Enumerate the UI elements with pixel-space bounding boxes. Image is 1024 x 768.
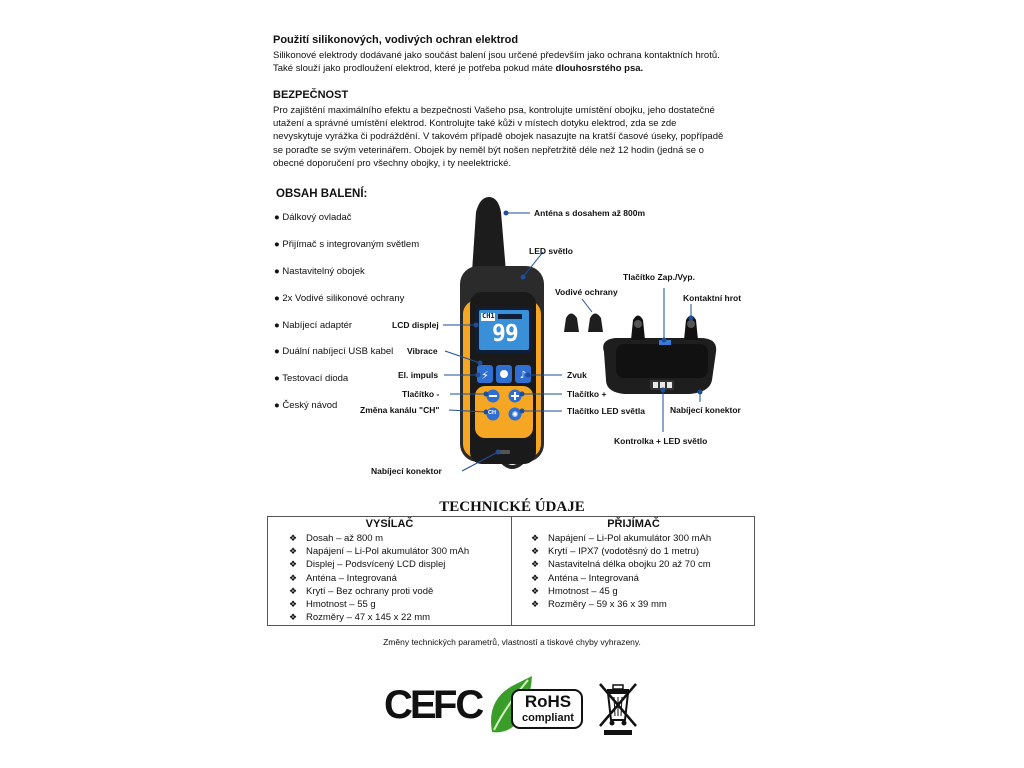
spec-text: Displej – Podsvícený LCD displej [306, 559, 446, 571]
svg-text:♪: ♪ [519, 370, 527, 381]
spec-item [289, 558, 511, 571]
conductive-covers-illustration [564, 314, 603, 333]
ch-button-text: CH [488, 410, 496, 416]
spec-bullet: ❖ [289, 559, 298, 570]
spec-text: Anténa – Integrovaná [548, 572, 639, 584]
receiver-title: PŘIJÍMAČ [607, 518, 660, 530]
spec-bullet: ❖ [289, 533, 298, 543]
label-el-impulse: El. impuls [398, 370, 439, 380]
spec-bullet: ❖ [289, 612, 298, 623]
safety-line: obecné doporučení pro všechny obojky, i ty neelektrické. [273, 157, 511, 169]
spec-text: Hmotnost – 55 g [306, 599, 376, 611]
contents-item: ● Dálkový ovladač [274, 212, 352, 223]
lcd-value-text: 99 [492, 321, 518, 347]
svg-text:✺: ✺ [511, 410, 519, 419]
spec-bullet: ❖ [289, 585, 298, 596]
contents-item: ● 2x Vodivé silikonové ochrany [274, 293, 405, 304]
contents-item: ● Přijímač s integrovaným světlem [274, 239, 420, 250]
contents-item: ● Český návod [274, 400, 338, 411]
spec-item [531, 585, 755, 598]
label-power-button: Tlačítko Zap./Vyp. [623, 272, 695, 282]
spec-bullet: ❖ [289, 599, 298, 610]
label-led-button: Tlačítko LED světla [567, 406, 645, 416]
contents-item: ● Nastavitelný obojek [274, 266, 365, 277]
fcc-logo: FC [433, 683, 483, 727]
contents-item: ● Testovací dioda [274, 373, 349, 384]
spec-item [289, 585, 511, 598]
label-minus-button: Tlačítko - [402, 389, 440, 399]
spec-bullet: ❖ [531, 546, 540, 557]
spec-item [289, 572, 511, 585]
spec-text: Napájení – Li-Pol akumulátor 300 mAh [306, 546, 470, 558]
spec-text: Krytí – Bez ochrany proti vodě [306, 585, 434, 597]
label-vibration: Vibrace [407, 346, 438, 356]
label-lcd-display: LCD displej [392, 320, 439, 330]
spec-item [289, 545, 511, 558]
transmitter-title: VYSÍLAČ [365, 518, 414, 530]
electrodes-text-1: Silikonové elektrody dodávané jako součást balení jsou určené především jako ochrana kontaktních hrotů. [273, 50, 720, 61]
label-sound: Zvuk [567, 370, 587, 380]
spec-item [289, 598, 511, 611]
disclaimer-note: Změny technických parametrů, vlastností a tiskové chyby vyhrazeny. [383, 637, 641, 647]
spec-bullet: ❖ [531, 533, 540, 543]
label-led-light: LED světlo [529, 246, 573, 256]
spec-bullet: ❖ [289, 546, 298, 557]
safety-line: se poraďte se svým veterinářem. Obojek by neměl být nošen nepřetržitě déle než 12 hodin (jedná se o [273, 144, 704, 156]
label-contact-point: Kontaktní hrot [683, 293, 742, 303]
spec-text: Rozměry – 47 x 145 x 22 mm [306, 612, 431, 624]
spec-item [531, 598, 755, 611]
tech-table [267, 516, 755, 626]
spec-text: Hmotnost – 45 g [548, 585, 618, 597]
spec-bullet: ❖ [531, 599, 540, 610]
lcd-channel-text: CH1 [482, 312, 495, 320]
receiver-spec-list [531, 532, 755, 611]
spec-text: Nastavitelná délka obojku 20 až 70 cm [548, 559, 711, 571]
spec-text: Napájení – Li-Pol akumulátor 300 mAh [548, 533, 712, 544]
label-charging-connector-receiver: Nabíjecí konektor [670, 405, 741, 415]
label-antenna: Anténa s dosahem až 800m [534, 208, 646, 218]
label-plus-button: Tlačítko + [567, 389, 607, 399]
safety-line: Pro zajištění maximálního efektu a bezpečnosti Vašeho psa, kontrolujte umístění obojku, jeho dostatečné [273, 105, 715, 116]
svg-text:⚡: ⚡ [481, 369, 489, 382]
electrodes-title: Použití silikonových, vodivých ochran elektrod [273, 34, 519, 46]
contents-item: ● Nabíjecí adaptér [274, 320, 353, 331]
label-charging-connector-remote: Nabíjecí konektor [371, 466, 442, 476]
transmitter-column [268, 518, 511, 624]
spec-item [531, 572, 755, 585]
spec-bullet: ❖ [531, 559, 540, 570]
label-indicator-led: Kontrolka + LED světlo [614, 436, 708, 446]
spec-item [289, 532, 511, 545]
weee-bin-icon [596, 680, 640, 736]
electrodes-text-2-bold: dlouhosrstého psa. [555, 63, 644, 75]
spec-text: Anténa – Integrovaná [306, 572, 397, 584]
receiver-illustration [603, 316, 716, 395]
electrodes-text-2-plain: Také slouží jako prodloužení elektrod, které je potřeba pokud máte [273, 63, 556, 75]
contents-title: OBSAH BALENÍ: [276, 188, 368, 200]
spec-item [531, 558, 755, 571]
receiver-column [512, 518, 755, 611]
tech-title: TECHNICKÉ ÚDAJE [439, 499, 585, 515]
spec-item [531, 532, 755, 545]
rohs-logo-bottom: compliant [522, 712, 574, 724]
spec-item [531, 545, 755, 558]
spec-bullet: ❖ [289, 572, 298, 583]
spec-text: Rozměry – 59 x 36 x 39 mm [548, 599, 667, 611]
rohs-logo-top: RoHS [524, 692, 572, 711]
contents-item: ● Duální nabíjecí USB kabel [274, 346, 394, 357]
label-conductive-covers: Vodivé ochrany [555, 287, 618, 297]
spec-text: Krytí – IPX7 (vodotěsný do 1 metru) [548, 546, 700, 558]
safety-line: utažení a správné umístění elektrod. Kontrolujte také kůži v místech dotyku elektrod, zda se zde [273, 118, 677, 130]
transmitter-spec-list [289, 532, 511, 624]
label-channel-change: Změna kanálu "CH" [360, 405, 440, 415]
spec-bullet: ❖ [531, 572, 540, 583]
safety-line: nevyskytuje vyrážka či podráždění. V takovém případě obojek nasazujte na kratší časové úseky, popřípadě [273, 131, 724, 143]
ce-logo: CE [384, 683, 434, 727]
spec-bullet: ❖ [531, 585, 540, 596]
spec-item [289, 611, 511, 624]
spec-text: Dosah – až 800 m [306, 533, 384, 544]
safety-title: BEZPEČNOST [273, 89, 349, 101]
